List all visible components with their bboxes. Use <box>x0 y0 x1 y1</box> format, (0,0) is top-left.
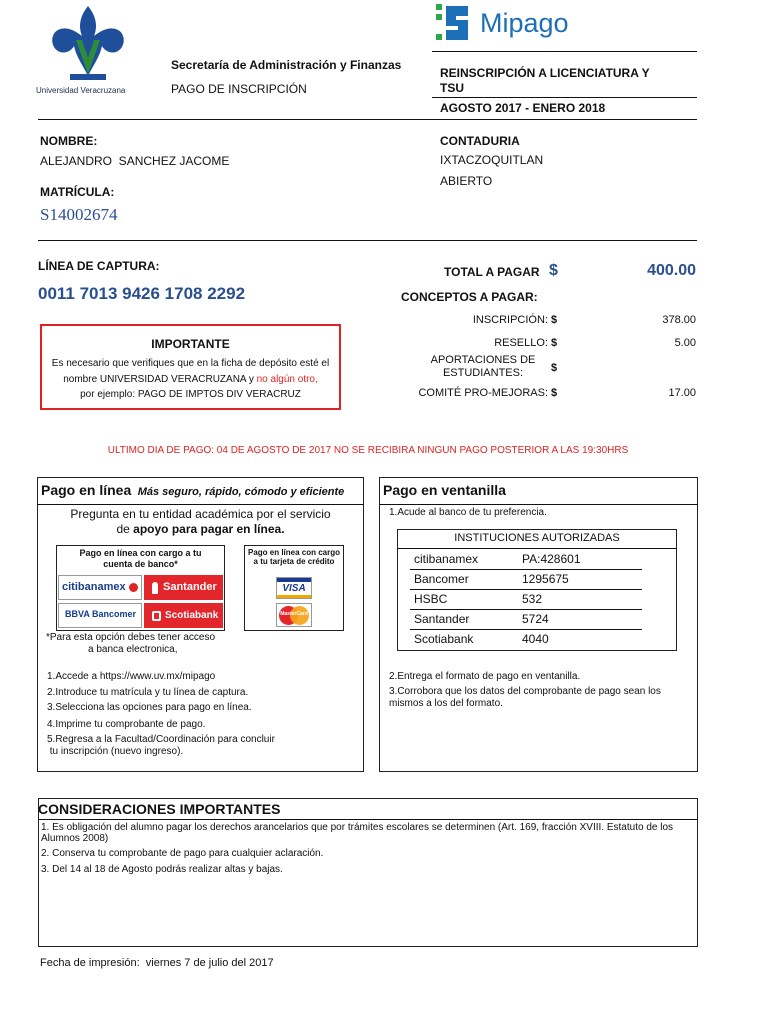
institution-code: 4040 <box>522 632 549 646</box>
institution-bank: HSBC <box>414 592 448 606</box>
bank-account-title-l1: Pago en línea con cargo a tu <box>79 548 202 558</box>
concept-amount-resello: 5.00 <box>674 337 696 349</box>
institutions-rule-2 <box>410 589 642 590</box>
matricula-label: MATRÍCULA: <box>40 185 115 199</box>
institution-code: 5724 <box>522 612 549 626</box>
concept-amount-comite: 17.00 <box>668 387 696 399</box>
online-ask-line2-a: de <box>116 522 134 536</box>
consideration-item: 1. Es obligación del alumno pagar los derechos arancelarios que por trámites escolares se determinen (Art. 169, fracción XVIII. Estatuto de los Alumnos 2008) <box>41 822 674 844</box>
document-type: PAGO DE INSCRIPCIÓN <box>171 82 307 96</box>
online-step-1: 1.Accede a https://www.uv.mx/mipago <box>47 671 216 682</box>
nombre-value: ALEJANDRO SANCHEZ JACOME <box>40 154 230 168</box>
consideration-item: 2. Conserva tu comprobante de pago para cualquier aclaración. <box>41 848 324 859</box>
window-step-2: 2.Entrega el formato de pago en ventanilla. <box>389 671 581 682</box>
header-rule-bottom <box>38 119 697 120</box>
bank-account-title <box>56 548 225 570</box>
institution-code: 532 <box>522 592 543 606</box>
total-currency: $ <box>549 262 558 279</box>
citibanamex-mark-icon <box>129 583 138 592</box>
credit-card-title-l2: a tu tarjeta de crédito <box>253 557 335 566</box>
concepts-label: CONCEPTOS A PAGAR: <box>401 290 538 304</box>
institution-bank: citibanamex <box>414 552 479 566</box>
important-title: IMPORTANTE <box>151 337 230 351</box>
capture-label: LÍNEA DE CAPTURA: <box>38 259 160 273</box>
institution-bank: Scotiabank <box>414 632 474 646</box>
important-line2-b: no algún otro, <box>256 374 318 385</box>
program-line2: TSU <box>440 81 464 95</box>
uv-logo <box>36 4 140 98</box>
uv-logo-text: Universidad Veracruzana <box>36 86 126 95</box>
concept-currency: $ <box>551 387 558 399</box>
institutions-rule-3 <box>410 609 642 610</box>
citibanamex-logo-text: citibanamex <box>62 581 126 593</box>
online-title-rule <box>37 504 364 505</box>
capture-value: 0011 7013 9426 1708 2292 <box>38 284 246 303</box>
online-footnote-l1: *Para esta opción debes tener acceso <box>46 632 215 643</box>
bbva-bancomer-logo-text: BBVA Bancomer <box>65 609 137 619</box>
concept-label-aportaciones <box>420 354 546 380</box>
header-rule-top <box>432 51 697 52</box>
uv-emblem-icon <box>36 4 140 84</box>
window-step-3 <box>389 686 661 710</box>
online-step-5: 5.Regresa a la Facultad/Coordinación para concluir <box>47 734 275 745</box>
visa-logo-text: VISA <box>282 583 306 594</box>
print-date: Fecha de impresión: viernes 7 de julio del 2017 <box>40 957 274 969</box>
institutions-rule-4 <box>410 629 642 630</box>
online-title-text: Pago en línea <box>41 482 132 498</box>
visa-stripe-top <box>277 578 311 582</box>
total-amount: 400.00 <box>647 262 696 279</box>
santander-logo[interactable] <box>144 575 223 600</box>
visa-stripe-bottom <box>277 595 311 598</box>
matricula-value: S14002674 <box>40 205 118 224</box>
institutions-rule-1 <box>410 569 642 570</box>
important-line1: Es necesario que verifiques que en la ficha de depósito esté el <box>51 358 330 369</box>
online-title <box>41 482 344 500</box>
student-rule <box>38 240 697 241</box>
important-line2-a: nombre UNIVERSIDAD VERACRUZANA y <box>63 374 257 385</box>
important-line2 <box>42 374 339 385</box>
concept-currency: $ <box>551 362 558 374</box>
concept-label-inscripcion: INSCRIPCIÓN: <box>472 314 548 326</box>
concept-label-comite: COMITÉ PRO-MEJORAS: <box>418 387 548 399</box>
online-footnote-l2: a banca electronica, <box>88 644 178 655</box>
online-step-4: 4.Imprime tu comprobante de pago. <box>47 719 206 730</box>
concept-label-resello: RESELLO: <box>494 337 548 349</box>
mipago-logo-text: Mipago <box>480 8 569 38</box>
bbva-bancomer-logo[interactable] <box>58 603 142 628</box>
period: AGOSTO 2017 - ENERO 2018 <box>440 101 606 115</box>
important-line3: por ejemplo: PAGO DE IMPTOS DIV VERACRUZ <box>80 389 301 400</box>
window-title-rule <box>379 504 698 505</box>
institution-code: PA:428601 <box>522 552 581 566</box>
institution-code: 1295675 <box>522 572 569 586</box>
online-ask-line2 <box>37 522 364 536</box>
institutions-rule-0 <box>397 548 677 549</box>
header-rule-mid <box>432 97 697 98</box>
considerations-title-rule <box>38 819 698 820</box>
concept-currency: $ <box>551 314 558 326</box>
online-step-5-cont: tu inscripción (nuevo ingreso). <box>47 746 184 757</box>
online-ask-line2-b: apoyo para pagar en línea. <box>133 522 285 536</box>
total-label: TOTAL A PAGAR <box>444 265 540 279</box>
window-title: Pago en ventanilla <box>383 482 506 498</box>
scotiabank-mark-icon <box>152 611 161 621</box>
mipago-logo <box>436 4 576 44</box>
online-ask-line1: Pregunta en tu entidad académica por el servicio <box>70 507 331 521</box>
credit-card-title-l1: Pago en línea con cargo <box>247 548 341 557</box>
region: IXTACZOQUITLAN <box>440 153 544 167</box>
program-line1: REINSCRIPCIÓN A LICENCIATURA Y <box>440 66 650 80</box>
mipago-icon <box>436 4 476 44</box>
santander-logo-text: Santander <box>163 581 217 593</box>
scotiabank-logo-text: Scotiabank <box>165 610 219 621</box>
concept-amount-inscripcion: 378.00 <box>662 314 696 326</box>
institutions-title: INSTITUCIONES AUTORIZADAS <box>454 532 620 544</box>
consideration-item: 3. Del 14 al 18 de Agosto podrás realizar altas y bajas. <box>41 864 283 875</box>
concept-label-aportaciones-l1: APORTACIONES DE <box>430 354 536 366</box>
citibanamex-logo[interactable] <box>58 575 142 600</box>
modalidad: ABIERTO <box>440 174 493 188</box>
concept-currency: $ <box>551 337 558 349</box>
window-step-1: 1.Acude al banco de tu preferencia. <box>389 507 547 518</box>
santander-flame-icon <box>152 582 158 594</box>
scotiabank-logo[interactable] <box>144 603 223 628</box>
window-step-3-l2: mismos a los del formato. <box>389 698 503 709</box>
online-footnote <box>46 632 215 656</box>
institution-bank: Santander <box>414 612 470 626</box>
secretaria-name: Secretaría de Administración y Finanzas <box>171 58 402 72</box>
carrera: CONTADURIA <box>440 134 520 148</box>
online-step-2: 2.Introduce tu matrícula y tu línea de captura. <box>47 687 249 698</box>
important-box <box>40 324 341 410</box>
mastercard-logo-text: MasterCard <box>280 611 308 617</box>
deadline-notice: ULTIMO DIA DE PAGO: 04 DE AGOSTO DE 2017 NO SE RECIBIRA NINGUN PAGO POSTERIOR A LAS 19:30HRS <box>107 445 629 456</box>
nombre-label: NOMBRE: <box>40 134 98 148</box>
bank-account-title-l2: cuenta de banco* <box>103 559 178 569</box>
visa-logo[interactable] <box>276 577 312 599</box>
institution-bank: Bancomer <box>414 572 469 586</box>
online-subtitle: Más seguro, rápido, cómodo y eficiente <box>137 486 345 498</box>
online-step-3: 3.Selecciona las opciones para pago en línea. <box>47 702 252 713</box>
considerations-title: CONSIDERACIONES IMPORTANTES <box>38 801 281 817</box>
mastercard-logo[interactable] <box>276 603 312 627</box>
credit-card-title <box>244 548 344 566</box>
concept-label-aportaciones-l2: ESTUDIANTES: <box>442 367 524 379</box>
window-step-3-l1: 3.Corrobora que los datos del comprobante de pago sean los <box>389 686 661 697</box>
